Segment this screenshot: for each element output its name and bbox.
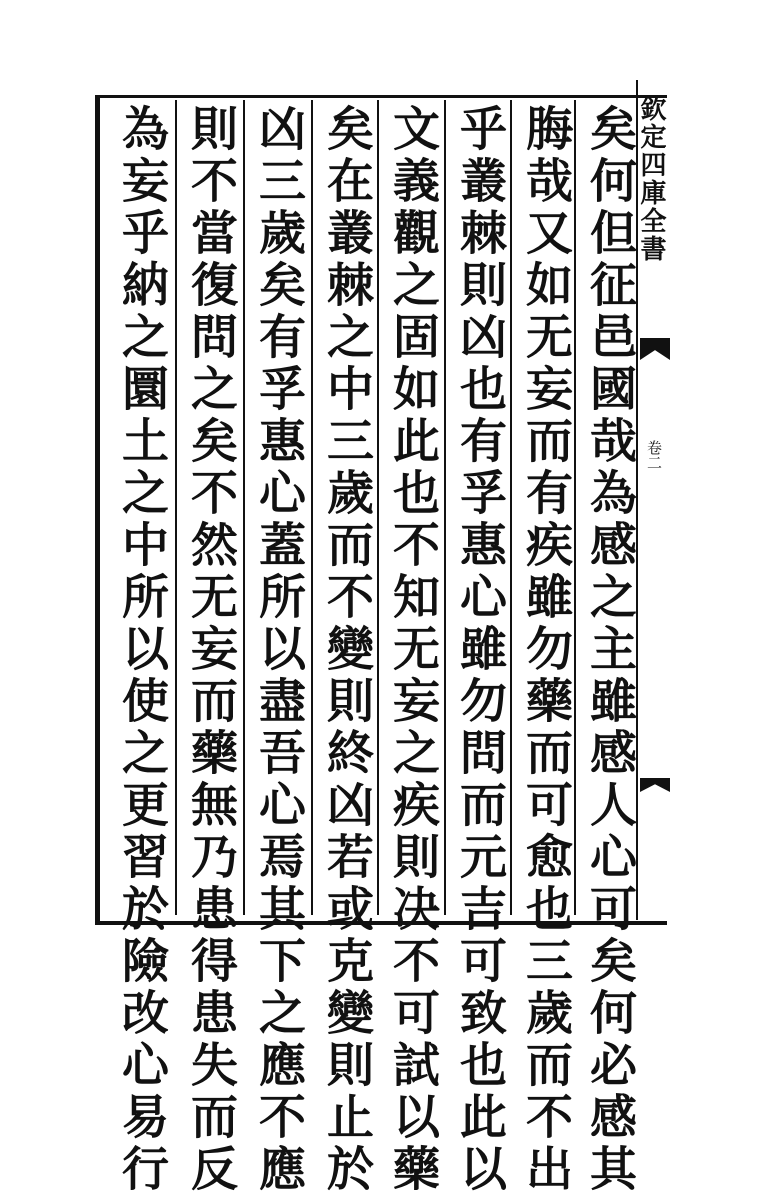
margin-book-title: 欽定四庫全書	[636, 95, 666, 263]
text-column-8: 為妄乎納之圜土之中所以使之更習於險改心易行	[114, 104, 169, 1196]
text-column-7: 則不當復問之矣不然无妄而藥無乃患得患失而反	[183, 104, 238, 1196]
column-rule	[444, 100, 446, 915]
text-column-4: 文義觀之固如此也不知无妄之疾則决不可試以藥	[385, 104, 440, 1196]
column-rule	[377, 100, 379, 915]
column-rule	[243, 100, 245, 915]
text-column-5: 矣在叢棘之中三歲而不變則終凶若或克變則止於	[319, 104, 374, 1196]
margin-volume-label: 卷二	[645, 440, 663, 470]
text-column-2: 脢哉又如无妄而有疾雖勿藥而可愈也三歲而不出	[518, 104, 573, 1196]
text-column-1: 矣何但征邑國哉為感之主雖感人心可矣何必感其	[582, 104, 637, 1196]
text-column-3: 乎叢棘則凶也有孚惠心雖勿問而元吉可致也此以	[452, 104, 507, 1196]
column-rule	[510, 100, 512, 915]
column-rule	[311, 100, 313, 915]
column-rule	[175, 100, 177, 915]
text-column-6: 凶三歲矣有孚惠心蓋所以盡吾心焉其下之應不應	[251, 104, 306, 1196]
